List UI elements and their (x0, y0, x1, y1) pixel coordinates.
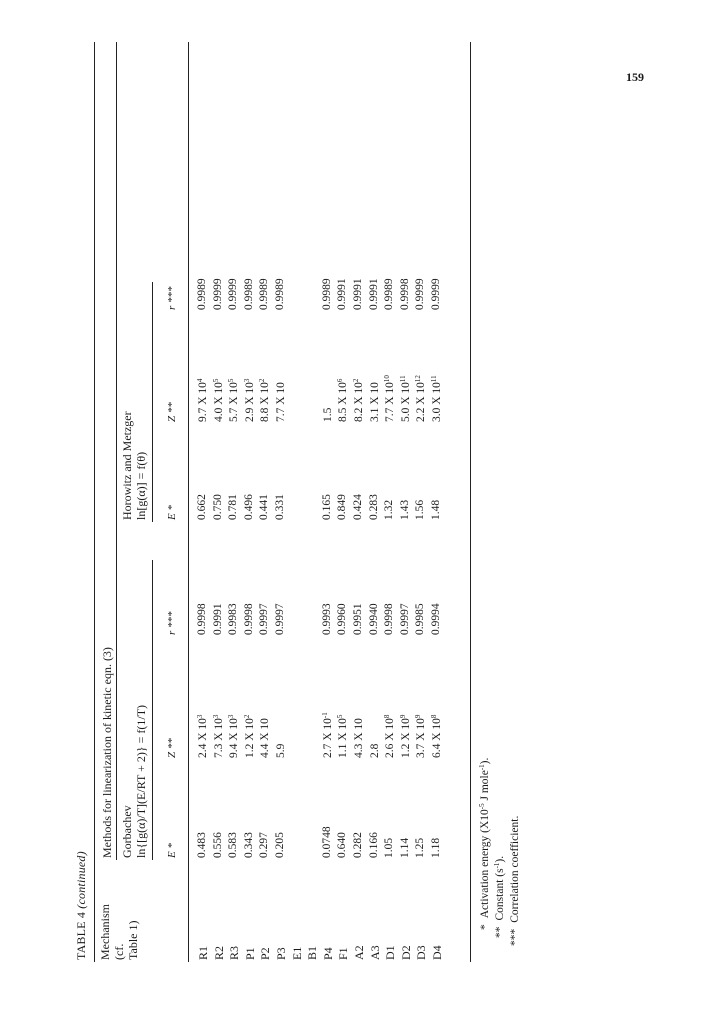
table-cell (227, 832, 239, 858)
caption-suffix: (continued) (74, 851, 88, 909)
cell-value: 0.9998 (398, 278, 411, 310)
table-cell (274, 494, 286, 520)
cell-value: 7.7 X 10 (384, 382, 397, 422)
cell-exponent: 4 (196, 378, 204, 383)
row-mechanism: R3 (227, 945, 242, 960)
cell-exponent: 3 (211, 714, 220, 719)
table-cell (352, 603, 364, 635)
table-cell (383, 715, 396, 758)
cell-exponent: 9 (414, 714, 423, 719)
cell-value: 0.483 (196, 832, 208, 858)
row-mechanism: R2 (211, 945, 226, 960)
col-hE: E * (166, 505, 178, 520)
cell-value: 2.9 X 10 (243, 382, 256, 422)
table-cell (383, 278, 395, 310)
table-cell (321, 712, 334, 758)
row-mechanism: E1 (289, 946, 304, 960)
cell-value: 0.9983 (227, 603, 240, 635)
row-mechanism: D4 (430, 945, 444, 960)
cell-value: 0.205 (274, 832, 286, 858)
cell-exponent: 3 (196, 714, 204, 719)
cell-value: 2.6 X 10 (384, 718, 397, 758)
cell-exponent: 8 (383, 714, 392, 719)
cell-value: 1.18 (430, 837, 442, 858)
cell-value: 3.1 X 10 (368, 382, 381, 422)
table-cell (336, 494, 348, 520)
cell-exponent: 5 (227, 378, 236, 383)
cell-exponent: 11 (430, 375, 438, 383)
col-gZ: Z ** (166, 738, 178, 758)
cell-value: 5.9 (275, 743, 287, 758)
cell-value: 0.9999 (227, 278, 240, 310)
cell-value: 8.8 X 10 (259, 382, 272, 422)
table-cell (212, 832, 224, 858)
col-hr: r *** (166, 286, 178, 310)
cell-value: 7.7 X 10 (275, 382, 287, 422)
table-cell (258, 494, 270, 520)
cell-value: 1.32 (383, 499, 396, 520)
table-cell (196, 494, 208, 520)
cell-value: 0.9991 (367, 278, 380, 310)
table-cell (352, 832, 364, 858)
cell-value: 0.9999 (211, 278, 224, 310)
table-cell (430, 715, 443, 758)
cell-exponent: 10 (383, 375, 392, 383)
cell-value: 0.662 (196, 494, 208, 520)
table-cell (368, 382, 381, 422)
table-cell (383, 500, 395, 520)
cell-value: 0.750 (211, 494, 224, 520)
cell-value: 0.441 (258, 494, 271, 520)
cell-exponent: 8 (430, 714, 438, 719)
row-mechanism: P2 (258, 947, 273, 960)
cell-value: 1.48 (430, 499, 442, 520)
cell-value: 0.9989 (196, 278, 208, 310)
row-mechanism: F1 (336, 947, 351, 960)
cell-exponent: 12 (414, 375, 423, 383)
table-cell (212, 379, 225, 422)
row-mechanism: P3 (274, 947, 288, 960)
table-cell (274, 382, 287, 422)
table-cell (336, 715, 349, 758)
cell-value: 0.165 (320, 494, 333, 520)
table-cell (368, 744, 381, 758)
table-cell (430, 375, 443, 422)
footnote-part: ). (494, 855, 506, 863)
cell-value: 0.9994 (430, 603, 442, 635)
cell-exponent: 2 (352, 378, 360, 383)
cell-exponent: 2 (242, 714, 251, 719)
footnote-part: *** (509, 928, 521, 946)
methods-rule (116, 42, 117, 860)
cell-value: 8.2 X 10 (353, 382, 365, 422)
table-cell (336, 832, 348, 858)
cell-value: 5.0 X 10 (399, 382, 412, 422)
table-cell (243, 379, 256, 422)
footnote (508, 816, 521, 946)
table-cell (274, 603, 286, 635)
cell-exponent: 2 (258, 378, 267, 383)
table-cell (321, 278, 333, 310)
cell-value: 6.4 X 10 (431, 718, 443, 758)
mechanism-line: Mechanism (98, 904, 112, 960)
table-cell (258, 278, 270, 310)
table-cell (383, 375, 396, 422)
cell-value: 0.9989 (320, 278, 333, 310)
table-cell (258, 379, 271, 422)
table-cell (368, 832, 380, 858)
table-cell (336, 603, 348, 635)
table-cell (227, 494, 239, 520)
cell-value: 0.9998 (196, 603, 208, 635)
cell-value: 0.781 (227, 494, 240, 520)
cell-value: 9.7 X 10 (197, 382, 209, 422)
table-cell (258, 832, 270, 858)
cell-exponent: 5 (211, 378, 220, 383)
row-mechanism: P4 (320, 947, 335, 960)
table-cell (399, 500, 411, 520)
table-cell (414, 715, 427, 758)
cell-value: 4.3 X 10 (353, 718, 365, 758)
mechanism-line: Table 1) (126, 920, 140, 960)
table-cell (196, 715, 209, 758)
table-cell (243, 494, 255, 520)
methods-title: Methods for linearization of kinetic eqn. (3) (100, 647, 114, 858)
table-cell (399, 715, 412, 758)
header-rule (188, 42, 189, 962)
row-mechanism: D2 (398, 945, 413, 960)
table-cell (227, 379, 240, 422)
table-cell (274, 744, 287, 758)
col-gr: r *** (166, 611, 178, 635)
table-cell (196, 379, 209, 422)
top-rule (94, 42, 95, 962)
cell-value: 0.9998 (383, 603, 396, 635)
row-mechanism: A3 (367, 945, 382, 960)
bottom-rule (470, 42, 471, 962)
cell-value: 8.5 X 10 (337, 382, 350, 422)
cell-value: 0.9993 (320, 603, 333, 635)
cell-value: 1.56 (414, 499, 427, 520)
table-cell (321, 603, 333, 635)
footnote-part: ** (494, 926, 506, 938)
cell-exponent: 3 (242, 378, 251, 383)
table-cell (243, 715, 256, 758)
cell-value: 0.9989 (274, 278, 286, 310)
table-cell (212, 494, 224, 520)
cell-value: 0.9940 (367, 603, 380, 635)
cell-value: 0.343 (242, 832, 255, 858)
footnote-part: * (479, 924, 491, 930)
table-cell (321, 826, 333, 858)
table-cell (430, 500, 442, 520)
footnote (493, 856, 506, 938)
table-cell (336, 278, 348, 310)
footnote-part: Activation energy (X10 (479, 809, 491, 919)
cell-value: 1.2 X 10 (399, 718, 412, 758)
cell-value: 1.43 (398, 499, 411, 520)
cell-value: 0.9997 (274, 603, 286, 635)
rotated-table (70, 10, 650, 990)
table-cell (368, 278, 380, 310)
row-mechanism: P1 (242, 947, 257, 960)
table-cell (321, 494, 333, 520)
table-cell (196, 278, 208, 310)
cell-value: 0.496 (242, 494, 255, 520)
table-cell (243, 603, 255, 635)
table-cell (414, 838, 426, 858)
cell-value: 0.556 (211, 832, 224, 858)
cell-value: 0.9991 (211, 603, 224, 635)
footnote (478, 758, 491, 930)
cell-value: 0.9989 (242, 278, 255, 310)
mechanism-header (98, 904, 140, 960)
footnote-part: -5 (478, 803, 486, 810)
gorbachev-equation: ln{[g(α)/T](E/RT + 2)} = f(1/T) (134, 704, 148, 858)
cell-value: 0.283 (367, 494, 380, 520)
caption-label: TABLE 4 (74, 911, 88, 960)
cell-value: 5.7 X 10 (228, 382, 241, 422)
horowitz-name: Horowitz and Metzger (120, 411, 134, 520)
cell-exponent: 11 (398, 375, 407, 383)
cell-value: 0.9999 (430, 278, 442, 310)
table-cell (399, 838, 411, 858)
cell-value: 7.3 X 10 (212, 718, 225, 758)
footnote-part: -1 (493, 862, 501, 869)
cell-value: 9.4 X 10 (228, 718, 241, 758)
table-caption (74, 851, 89, 960)
cell-value: 0.9998 (242, 603, 255, 635)
table-cell (212, 278, 224, 310)
cell-value: 1.25 (414, 837, 427, 858)
cell-value: 0.9997 (258, 603, 271, 635)
table-cell (414, 375, 427, 422)
footnote-part: ). (479, 757, 491, 765)
horowitz-rule (152, 282, 153, 522)
cell-exponent: 9 (398, 714, 407, 719)
row-mechanism: A2 (352, 945, 366, 960)
cell-value: 0.9997 (398, 603, 411, 635)
gorbachev-name: Gorbachev (120, 805, 134, 858)
cell-value: 0.297 (258, 832, 271, 858)
cell-value: 1.2 X 10 (243, 718, 256, 758)
cell-value: 0.9989 (383, 278, 396, 310)
footnote-part: Correlation coefficient. (509, 815, 521, 923)
table-cell (368, 603, 380, 635)
cell-value: 2.2 X 10 (415, 382, 428, 422)
cell-value: 2.7 X 10 (321, 718, 334, 758)
cell-value: 0.166 (367, 832, 380, 858)
gorbachev-rule (152, 560, 153, 860)
table-cell (414, 500, 426, 520)
cell-value: 0.424 (352, 494, 364, 520)
table-cell (414, 278, 426, 310)
table-cell (383, 838, 395, 858)
cell-value: 0.331 (274, 494, 286, 520)
row-mechanism: R1 (196, 945, 210, 960)
table-cell (212, 715, 225, 758)
cell-value: 1.5 (321, 407, 334, 422)
horowitz-equation: ln[g(α)] = f(θ) (134, 451, 148, 520)
footnote-part: -1 (478, 764, 486, 771)
row-mechanism: B1 (305, 945, 320, 960)
cell-exponent: 5 (336, 714, 345, 719)
table-cell (274, 278, 286, 310)
cell-exponent: -1 (320, 712, 329, 719)
table-cell (352, 718, 365, 758)
table-cell (430, 278, 442, 310)
table-cell (258, 718, 271, 758)
table-cell (212, 603, 224, 635)
footnote-part: J mole (479, 770, 491, 804)
cell-value: 0.9989 (258, 278, 271, 310)
table-cell (321, 408, 334, 422)
mechanism-line: (cf. (112, 943, 126, 960)
col-gE: E * (166, 843, 178, 858)
row-mechanism: D1 (383, 945, 398, 960)
cell-exponent: 6 (336, 378, 345, 383)
table-cell (352, 379, 365, 422)
table-cell (227, 603, 239, 635)
table-cell (414, 603, 426, 635)
row-mechanism: D3 (414, 945, 429, 960)
table-cell (383, 603, 395, 635)
col-hZ: Z ** (166, 402, 178, 422)
footnote-part: Constant (s (494, 868, 506, 921)
table-cell (430, 603, 442, 635)
table-cell (399, 278, 411, 310)
table-cell (243, 832, 255, 858)
table-cell (399, 375, 412, 422)
cell-value: 0.9991 (336, 278, 349, 310)
cell-value: 0.640 (336, 832, 349, 858)
page-number: 159 (626, 70, 644, 84)
cell-value: 0.9951 (352, 603, 364, 635)
cell-value: 1.05 (383, 837, 396, 858)
cell-value: 2.8 (368, 743, 381, 758)
cell-value: 0.9985 (414, 603, 427, 635)
table-cell (227, 278, 239, 310)
table-cell (352, 494, 364, 520)
cell-value: 3.7 X 10 (415, 718, 428, 758)
cell-value: 3.0 X 10 (431, 382, 443, 422)
cell-value: 0.583 (227, 832, 240, 858)
cell-value: 0.9999 (414, 278, 427, 310)
cell-value: 0.849 (336, 494, 349, 520)
table-cell (274, 832, 286, 858)
cell-value: 0.9960 (336, 603, 349, 635)
table-cell (227, 715, 240, 758)
table-cell (196, 603, 208, 635)
table-cell (196, 832, 208, 858)
table-cell (243, 278, 255, 310)
cell-value: 1.1 X 10 (337, 718, 350, 758)
table-cell (430, 838, 442, 858)
cell-value: 4.4 X 10 (259, 718, 272, 758)
cell-value: 0.0748 (320, 826, 333, 858)
cell-value: 4.0 X 10 (212, 382, 225, 422)
cell-value: 1.14 (398, 837, 411, 858)
table-cell (336, 379, 349, 422)
cell-value: 2.4 X 10 (197, 718, 209, 758)
table-cell (352, 278, 364, 310)
cell-value: 0.282 (352, 832, 364, 858)
cell-value: 0.9991 (352, 278, 364, 310)
table-cell (399, 603, 411, 635)
table-cell (258, 603, 270, 635)
table-cell (368, 494, 380, 520)
cell-exponent: 3 (227, 714, 236, 719)
